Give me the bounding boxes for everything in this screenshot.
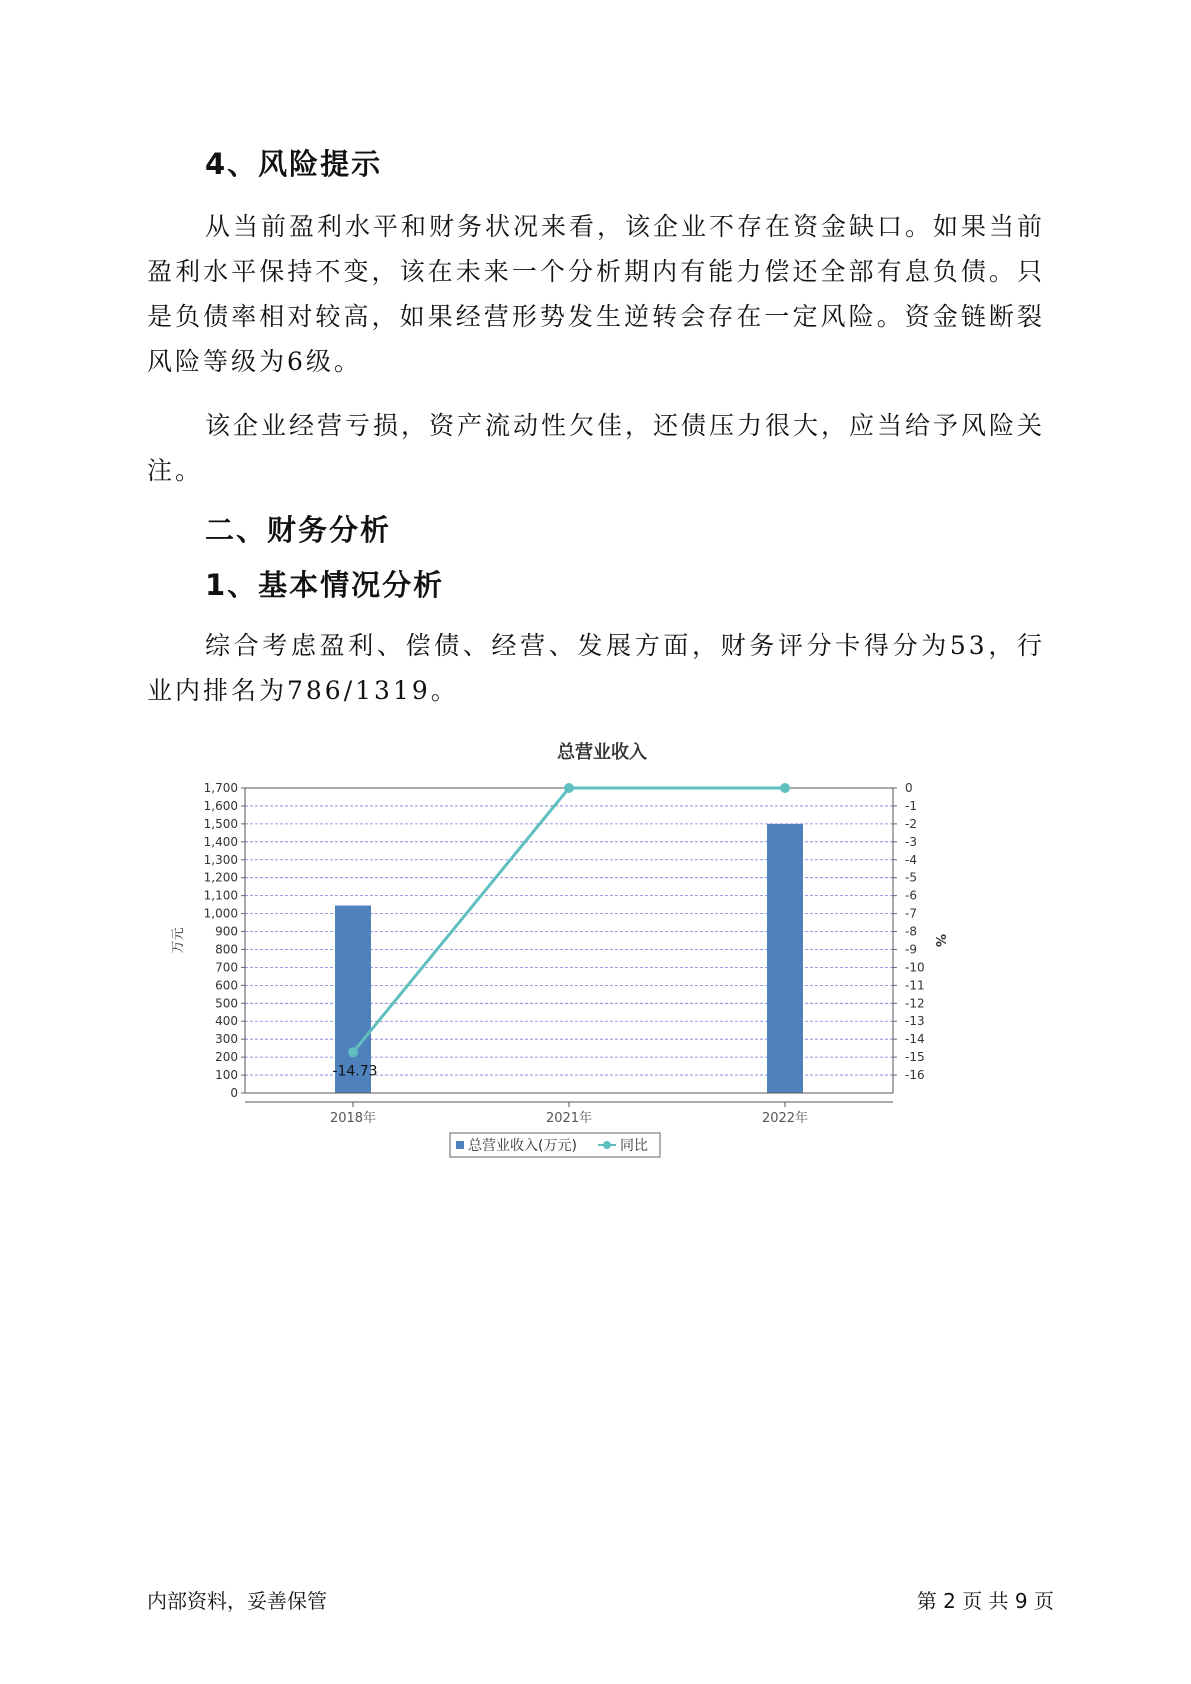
y2-tick-label: -16	[905, 1068, 925, 1083]
y-tick-label: 500	[215, 996, 238, 1011]
legend-line-label: 同比	[620, 1138, 648, 1154]
y-tick-label: 800	[215, 942, 238, 957]
risk-paragraph-2: 该企业经营亏损，资产流动性欠佳，还债压力很大，应当给予风险关注。	[147, 411, 1046, 485]
y-tick-label: 600	[215, 978, 238, 993]
y-tick-label: 1,100	[203, 888, 238, 903]
y2-tick-label: -12	[905, 996, 925, 1011]
y2-tick-label: -7	[905, 906, 917, 921]
yoy-data-label: -14.73	[332, 1063, 378, 1080]
x-tick-label: 2021年	[545, 1111, 593, 1126]
y2-tick-label: -2	[905, 816, 917, 831]
y-tick-label: 200	[215, 1050, 238, 1065]
yoy-point	[780, 783, 790, 793]
y-tick-label: 1,700	[203, 781, 238, 795]
y2-tick-label: -8	[905, 924, 917, 939]
revenue-chart	[140, 730, 1060, 1190]
y-tick-label: 300	[215, 1032, 238, 1047]
y2-tick-label: -9	[905, 942, 917, 957]
legend-bar-label: 总营业收入(万元)	[468, 1138, 577, 1154]
y2-tick-label: -14	[905, 1032, 925, 1047]
basic-analysis-paragraph: 综合考虑盈利、偿债、经营、发展方面，财务评分卡得分为53，行业内排名为786/1319。	[147, 631, 1045, 705]
y-tick-label: 100	[215, 1068, 238, 1083]
y2-tick-label: -11	[905, 978, 925, 993]
risk-paragraph-1: 从当前盈利水平和财务状况来看，该企业不存在资金缺口。如果当前盈利水平保持不变，该在未来一个分析期内有能力偿还全部有息负债。只是负债率相对较高，如果经营形势发生逆转会存在一定风险。资金链断裂风险等级为6级。	[147, 212, 1046, 376]
y-tick-label: 400	[215, 1014, 238, 1029]
yoy-point	[348, 1047, 358, 1057]
y2-tick-label: 0	[905, 781, 913, 795]
y-tick-label: 1,200	[203, 870, 238, 885]
y-tick-label: 1,000	[203, 906, 238, 921]
risk-heading: 4、风险提示	[205, 147, 383, 181]
basic-analysis-heading: 1、基本情况分析	[205, 568, 445, 602]
y-tick-label: 1,500	[203, 816, 238, 831]
finance-heading: 二、财务分析	[205, 513, 392, 547]
legend-line-marker	[603, 1141, 611, 1149]
x-tick-label: 2022年	[761, 1111, 809, 1126]
y-tick-label: 700	[215, 960, 238, 975]
y-tick-label: 1,400	[203, 834, 238, 849]
y2-tick-label: -6	[905, 888, 917, 903]
footer-page-number: 第 2 页 共 9 页	[916, 1589, 1054, 1613]
y2-tick-label: -4	[905, 852, 917, 867]
y-tick-label: 1,600	[203, 798, 238, 813]
y2-tick-label: -13	[905, 1014, 925, 1029]
y2-tick-label: -3	[905, 834, 917, 849]
y2-tick-label: -10	[905, 960, 925, 975]
chart-title: 总营业收入	[557, 742, 647, 763]
y2-tick-label: -5	[905, 870, 917, 885]
footer-left: 内部资料，妥善保管	[147, 1589, 327, 1613]
y2-tick-label: -15	[905, 1050, 925, 1065]
legend-bar-swatch	[456, 1141, 464, 1149]
x-tick-label: 2018年	[329, 1111, 377, 1126]
y-axis-label: 万元	[171, 927, 186, 954]
revenue-bar	[767, 824, 803, 1093]
y2-tick-label: -1	[905, 798, 917, 813]
y2-axis-label: %	[932, 933, 947, 948]
y-tick-label: 900	[215, 924, 238, 939]
y-tick-label: 0	[230, 1086, 238, 1100]
y-tick-label: 1,300	[203, 852, 238, 867]
yoy-point	[564, 783, 574, 793]
